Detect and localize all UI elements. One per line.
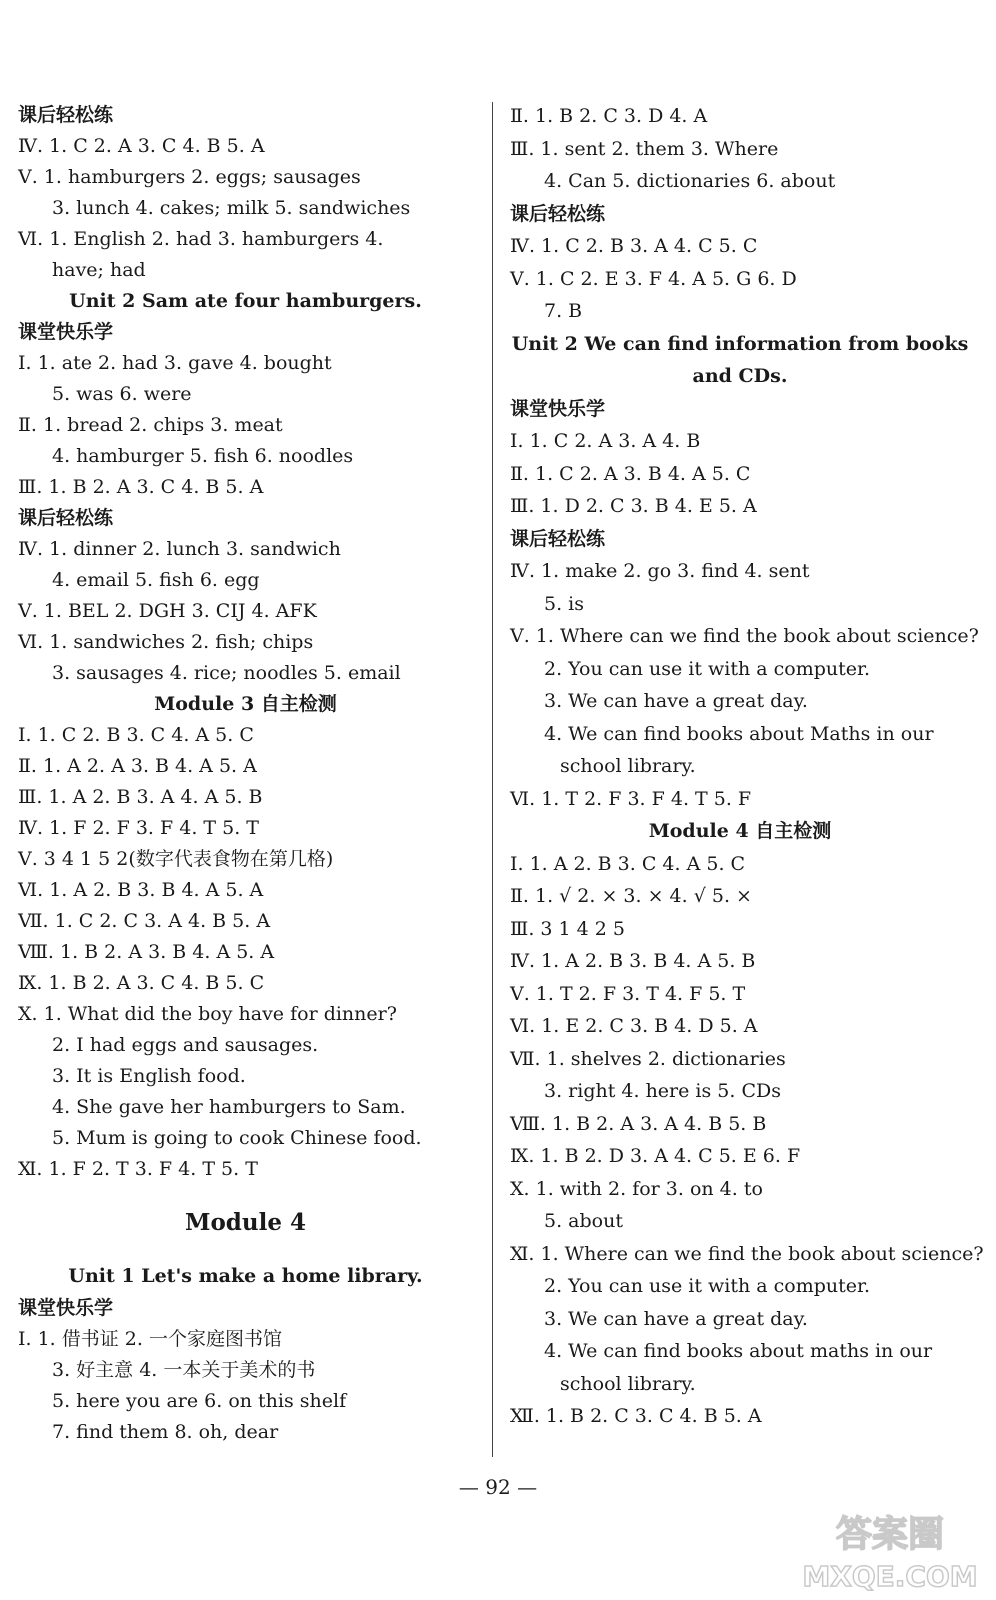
answer-line: Ⅺ. 1. Where can we find the book about science?: [510, 1242, 984, 1265]
unit-heading: and CDs.: [692, 365, 788, 387]
answer-line: Ⅻ. 1. B 2. C 3. C 4. B 5. A: [510, 1405, 762, 1427]
watermark-text-top: 答案圈: [835, 1514, 945, 1555]
answer-line: 2. You can use it with a computer.: [544, 657, 871, 680]
section-heading: 课后轻松练: [18, 104, 114, 126]
answer-line: 3. lunch 4. cakes; milk 5. sandwiches: [52, 197, 411, 219]
answer-line: Ⅴ. 1. T 2. F 3. T 4. F 5. T: [510, 982, 746, 1005]
left-column: [18, 100, 473, 1448]
answer-line: Ⅺ. 1. F 2. T 3. F 4. T 5. T: [18, 1158, 258, 1180]
answer-line: Ⅵ. 1. sandwiches 2. fish; chips: [18, 631, 314, 653]
answer-line: Ⅴ. 1. BEL 2. DGH 3. CIJ 4. AFK: [18, 600, 317, 622]
unit-heading: Unit 2 We can find information from books: [511, 332, 969, 355]
answer-line: 4. hamburger 5. fish 6. noodles: [52, 445, 354, 467]
answer-line: school library.: [560, 755, 696, 777]
section-heading: 课堂快乐学: [510, 397, 606, 420]
answer-line: have; had: [52, 259, 146, 281]
answer-line: Ⅴ. 1. hamburgers 2. eggs; sausages: [18, 166, 361, 188]
unit-heading: Module 3 自主检测: [154, 693, 337, 715]
answer-line: Ⅷ. 1. B 2. A 3. B 4. A 5. A: [18, 941, 275, 963]
answer-line: Ⅱ. 1. B 2. C 3. D 4. A: [510, 105, 708, 127]
answer-line: Ⅳ. 1. C 2. B 3. A 4. C 5. C: [510, 235, 758, 257]
answer-line: Ⅵ. 1. English 2. had 3. hamburgers 4.: [18, 228, 384, 250]
section-heading: 课堂快乐学: [18, 1297, 114, 1319]
answer-line: Ⅱ. 1. C 2. A 3. B 4. A 5. C: [510, 462, 751, 485]
answer-line: Ⅷ. 1. B 2. A 3. A 4. B 5. B: [510, 1112, 767, 1135]
answer-line: Ⅹ. 1. What did the boy have for dinner?: [18, 1003, 397, 1025]
answer-line: Ⅶ. 1. shelves 2. dictionaries: [510, 1047, 786, 1070]
answer-line: Ⅳ. 1. C 2. A 3. C 4. B 5. A: [18, 135, 265, 157]
right-column: [510, 100, 984, 1433]
answer-line: 5. Mum is going to cook Chinese food.: [52, 1127, 422, 1149]
answer-line: 3. We can have a great day.: [544, 690, 808, 712]
watermark-text-bottom: MXQE.COM: [802, 1560, 978, 1593]
answer-line: Ⅱ. 1. √ 2. × 3. × 4. √ 5. ×: [510, 885, 752, 907]
section-heading: 课后轻松练: [18, 507, 114, 529]
answer-line: Ⅶ. 1. C 2. C 3. A 4. B 5. A: [18, 910, 271, 932]
answer-line: 3. 好主意 4. 一本关于美术的书: [52, 1359, 316, 1381]
answer-line: Ⅲ. 1. sent 2. them 3. Where: [510, 137, 779, 160]
answer-line: Ⅸ. 1. B 2. D 3. A 4. C 5. E 6. F: [510, 1145, 801, 1167]
answer-line: 3. sausages 4. rice; noodles 5. email: [52, 662, 401, 684]
answer-line: Ⅲ. 1. D 2. C 3. B 4. E 5. A: [510, 495, 757, 517]
answer-line: 2. I had eggs and sausages.: [52, 1034, 319, 1056]
answer-line: 4. We can find books about Maths in our: [544, 722, 934, 745]
answer-line: 4. We can find books about maths in our: [544, 1340, 933, 1362]
unit-heading: Unit 2 Sam ate four hamburgers.: [69, 290, 422, 312]
answer-line: Ⅳ. 1. A 2. B 3. B 4. A 5. B: [510, 950, 756, 972]
module-title: Module 4: [185, 1209, 306, 1236]
answer-line: 5. was 6. were: [52, 383, 192, 405]
answer-line: 4. email 5. fish 6. egg: [52, 569, 260, 591]
answer-line: Ⅰ. 1. C 2. B 3. C 4. A 5. C: [18, 724, 254, 746]
answer-line: 2. You can use it with a computer.: [544, 1275, 871, 1297]
watermark-logo: [800, 1504, 980, 1594]
answer-line: 3. It is English food.: [52, 1065, 246, 1087]
column-divider: [492, 102, 493, 1457]
answer-line: Ⅴ. 1. C 2. E 3. F 4. A 5. G 6. D: [510, 267, 797, 290]
answer-line: Ⅰ. 1. ate 2. had 3. gave 4. bought: [18, 352, 332, 374]
answer-line: 5. is: [544, 592, 584, 615]
answer-line: Ⅳ. 1. F 2. F 3. F 4. T 5. T: [18, 817, 259, 839]
answer-line: Ⅴ. 3 4 1 5 2(数字代表食物在第几格): [18, 848, 334, 870]
answer-line: 3. right 4. here is 5. CDs: [544, 1080, 781, 1102]
answer-line: 3. We can have a great day.: [544, 1307, 808, 1330]
answer-line: Ⅰ. 1. A 2. B 3. C 4. A 5. C: [510, 852, 746, 875]
answer-line: Ⅵ. 1. A 2. B 3. B 4. A 5. A: [18, 879, 264, 901]
answer-line: Ⅲ. 1. B 2. A 3. C 4. B 5. A: [18, 476, 264, 498]
answer-line: Ⅳ. 1. dinner 2. lunch 3. sandwich: [18, 538, 341, 560]
answer-line: 4. She gave her hamburgers to Sam.: [52, 1096, 406, 1118]
answer-line: school library.: [560, 1372, 696, 1395]
answer-line: Ⅹ. 1. with 2. for 3. on 4. to: [510, 1177, 763, 1200]
answer-line: Ⅱ. 1. bread 2. chips 3. meat: [18, 414, 283, 436]
section-heading: 课堂快乐学: [18, 321, 114, 343]
answer-line: 7. find them 8. oh, dear: [52, 1421, 279, 1443]
answer-line: 7. B: [544, 300, 583, 322]
answer-line: Ⅸ. 1. B 2. A 3. C 4. B 5. C: [18, 972, 265, 994]
unit-heading: Unit 1 Let's make a home library.: [68, 1265, 423, 1287]
answer-line: Ⅱ. 1. A 2. A 3. B 4. A 5. A: [18, 755, 257, 777]
answer-line: Ⅲ. 3 1 4 2 5: [510, 917, 626, 940]
answer-line: 5. here you are 6. on this shelf: [52, 1390, 347, 1412]
answer-line: 5. about: [544, 1210, 623, 1232]
answer-line: Ⅵ. 1. T 2. F 3. F 4. T 5. F: [510, 787, 752, 810]
answer-line: Ⅰ. 1. C 2. A 3. A 4. B: [510, 430, 701, 452]
answer-line: Ⅵ. 1. E 2. C 3. B 4. D 5. A: [510, 1015, 758, 1037]
answer-line: Ⅰ. 1. 借书证 2. 一个家庭图书馆: [18, 1328, 282, 1350]
page-number: — 92 —: [458, 1475, 538, 1499]
answer-line: Ⅴ. 1. Where can we find the book about science?: [510, 625, 979, 647]
answer-line: Ⅳ. 1. make 2. go 3. find 4. sent: [510, 560, 810, 582]
answer-line: 4. Can 5. dictionaries 6. about: [544, 170, 836, 192]
section-heading: 课后轻松练: [510, 202, 606, 225]
answer-line: Ⅲ. 1. A 2. B 3. A 4. A 5. B: [18, 786, 263, 808]
section-heading: 课后轻松练: [510, 527, 606, 550]
unit-heading: Module 4 自主检测: [648, 820, 832, 842]
